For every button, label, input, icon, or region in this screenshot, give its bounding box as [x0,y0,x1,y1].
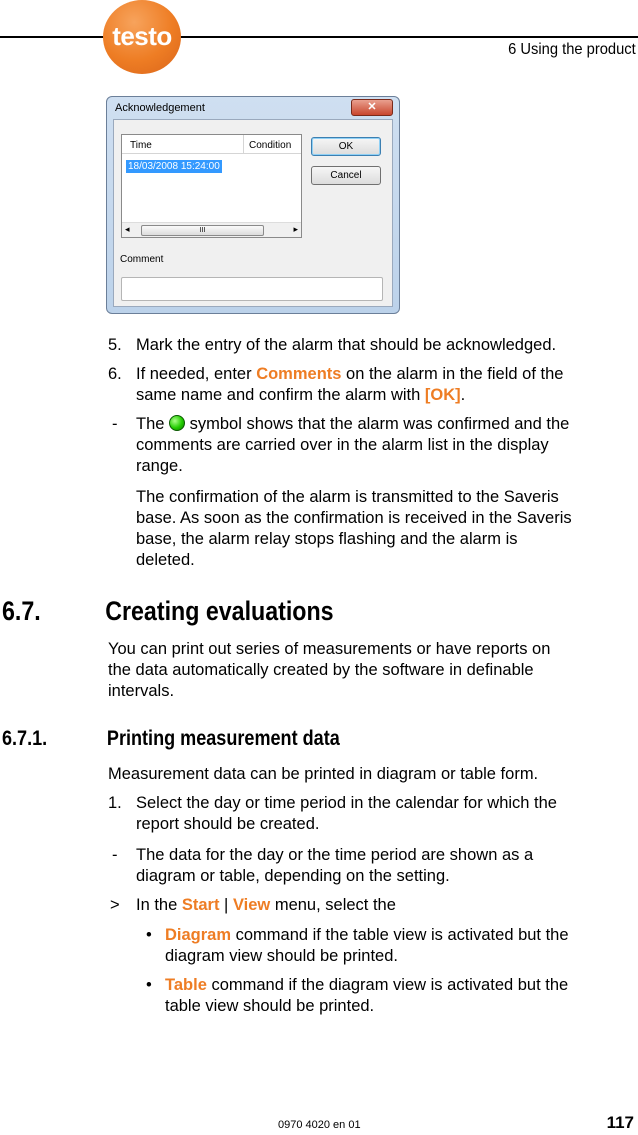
result-1-line-1: The symbol shows that the alarm was confirmed and the [136,415,570,433]
view-menu-term: View [232,896,271,914]
step-5-number: 5. [108,336,122,354]
ok-term: [OK] [424,386,461,404]
diagram-term: Diagram [165,926,232,944]
result-1-line-2: comments are carried over in the alarm list in the display [136,436,549,454]
scroll-right-icon[interactable]: ▸ [293,224,298,234]
start-menu-term: Start [181,896,220,914]
comment-label: Comment [120,254,164,265]
section-title: Creating evaluations [105,596,334,626]
step-1-number: 1. [108,794,122,812]
dialog-body [113,119,393,307]
subsection-title: Printing measurement data [106,727,340,750]
header-section-title: 6 Using the product [508,41,636,58]
confirmation-line-1: The confirmation of the alarm is transmitted to the Saveris [136,488,559,506]
page-number: 117 [606,1113,634,1132]
bullet-2: • [146,976,152,994]
bullet-2-line-1: Table command if the diagram view is activated but the [165,976,569,994]
testo-logo [103,0,181,74]
horizontal-scrollbar[interactable] [122,222,301,237]
confirmation-line-4: deleted. [136,551,195,569]
confirmation-line-2: base. As soon as the confirmation is received in the Saveris [136,509,572,527]
logo-text: testo [112,20,172,51]
comments-term: Comments [256,365,342,383]
green-status-icon [169,415,185,431]
bullet-1-line-1: Diagram command if the table view is activated but the [165,926,569,944]
close-icon[interactable]: ✕ [351,99,393,116]
result-1-dash: - [112,415,118,433]
scroll-left-icon[interactable]: ◂ [125,224,130,234]
section-intro-line-1: You can print out series of measurements or have reports on [108,640,551,658]
list-item[interactable]: 18/03/2008 15:24:00 [128,161,220,172]
step-6-number: 6. [108,365,122,383]
dialog-title: Acknowledgement [115,102,205,114]
list-header [122,135,301,154]
table-term: Table [165,976,207,994]
bullet-2-line-2: table view should be printed. [165,997,375,1015]
subsection-number: 6.7.1. [2,727,48,750]
column-separator [243,135,244,153]
cancel-button[interactable]: Cancel [311,166,381,185]
subsection-paragraph: Measurement data can be printed in diagram or table form. [108,765,539,783]
subsection-heading [2,727,340,751]
step-1-line-1: Select the day or time period in the calendar for which the [136,794,557,812]
scroll-thumb[interactable]: III [141,225,264,236]
result-1-line-3: range. [136,457,183,475]
step-1-line-2: report should be created. [136,815,320,833]
result-2-line-1: The data for the day or the time period are shown as a [136,846,534,864]
menu-instruction: In the Start | View menu, select the [136,896,396,914]
step-5-text: Mark the entry of the alarm that should be acknowledged. [136,336,557,354]
ok-button[interactable]: OK [311,137,381,156]
column-condition[interactable]: Condition [249,140,292,151]
section-heading [2,596,334,627]
section-intro-line-3: intervals. [108,682,175,700]
result-2-line-2: diagram or table, depending on the setting. [136,867,450,885]
action-marker: > [110,896,120,914]
step-6-line-1: If needed, enter Comments on the alarm in the field of the [136,365,564,383]
section-intro-line-2: the data automatically created by the software in definable [108,661,534,679]
step-6-line-2: same name and confirm the alarm with [OK]. [136,386,466,404]
section-number: 6.7. [2,596,41,626]
comment-field[interactable] [121,277,383,301]
bullet-1-line-2: diagram view should be printed. [165,947,398,965]
acknowledgement-dialog [106,96,400,314]
result-2-dash: - [112,846,118,864]
alarm-list[interactable] [121,134,302,238]
column-time[interactable]: Time [130,140,152,151]
header-rule [0,36,638,38]
document-code: 0970 4020 en 01 [278,1119,361,1131]
bullet-1: • [146,926,152,944]
confirmation-line-3: base, the alarm relay stops flashing and the alarm is [136,530,518,548]
